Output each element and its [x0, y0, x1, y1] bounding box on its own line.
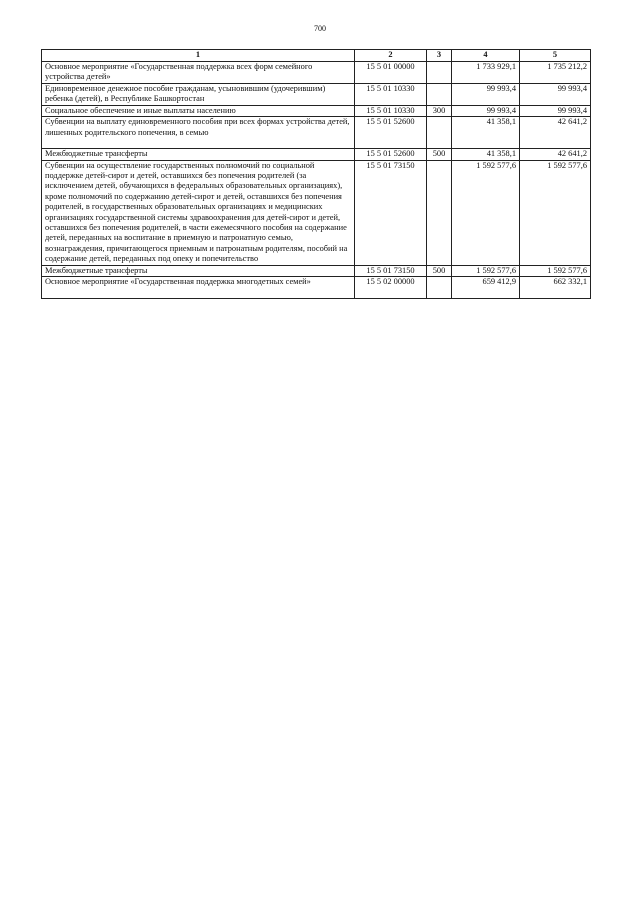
- table-row: [42, 149, 591, 160]
- row-code: 15 5 01 52600: [355, 117, 427, 149]
- row-code: 15 5 01 10330: [355, 105, 427, 116]
- row-value-col4: 41 358,1: [452, 117, 520, 149]
- row-value-col5: 42 641,2: [520, 149, 591, 160]
- row-name: Межбюджетные трансферты: [42, 149, 355, 160]
- row-code: 15 5 01 73150: [355, 160, 427, 265]
- row-code: 15 5 01 00000: [355, 62, 427, 84]
- row-kvr: [427, 160, 452, 265]
- row-value-col4: 1 733 929,1: [452, 62, 520, 84]
- table-row: [42, 83, 591, 105]
- row-value-col5: 99 993,4: [520, 105, 591, 116]
- row-value-col5: 1 592 577,6: [520, 160, 591, 265]
- row-value-col4: 99 993,4: [452, 105, 520, 116]
- row-code: 15 5 01 52600: [355, 149, 427, 160]
- row-code: 15 5 02 00000: [355, 277, 427, 299]
- table-row: [42, 265, 591, 276]
- row-name: Социальное обеспечение и иные выплаты населению: [42, 105, 355, 116]
- row-name: Субвенции на осуществление государственных полномочий по социальной поддержке детей-сирот и детей, оставшихся без попечения родителей (за исключением детей, обучающихся в федеральных образовательных организациях), кроме полномочий по содержанию детей-сирот и детей, оставшихся без попечения родителей, в государственных образовательных организациях и медицинских организациях государственной системы здравоохранения для детей-сирот и детей, оставшихся без попечения родителей, в части ежемесячного пособия на содержание детей, переданных на воспитание в приемную и патронатную семью, вознаграждения, причитающегося приемным и патронатным родителям, пособий на содержание детей, переданных под опеку и попечительство: [42, 160, 355, 265]
- row-name: Межбюджетные трансферты: [42, 265, 355, 276]
- row-value-col5: 99 993,4: [520, 83, 591, 105]
- page-number: 700: [314, 24, 326, 33]
- row-name: Единовременное денежное пособие гражданам, усыновившим (удочерившим) ребенка (детей), в Республике Башкортостан: [42, 83, 355, 105]
- row-name: Субвенции на выплату единовременного пособия при всех формах устройства детей, лишенных родительского попечения, в семью: [42, 117, 355, 149]
- row-value-col4: 659 412,9: [452, 277, 520, 299]
- row-name: Основное мероприятие «Государственная поддержка всех форм семейного устройства детей»: [42, 62, 355, 84]
- row-value-col5: 1 735 212,2: [520, 62, 591, 84]
- table-row: [42, 277, 591, 299]
- header-row: [42, 50, 591, 62]
- row-code: 15 5 01 73150: [355, 265, 427, 276]
- row-kvr: [427, 117, 452, 149]
- table-row: [42, 62, 591, 84]
- row-value-col5: 662 332,1: [520, 277, 591, 299]
- row-code: 15 5 01 10330: [355, 83, 427, 105]
- header-col-1: 1: [42, 50, 355, 62]
- header-col-3: 3: [427, 50, 452, 62]
- budget-table: [41, 49, 591, 299]
- row-kvr: [427, 62, 452, 84]
- row-value-col5: 42 641,2: [520, 117, 591, 149]
- table-row: [42, 105, 591, 116]
- row-value-col5: 1 592 577,6: [520, 265, 591, 276]
- table-row: [42, 160, 591, 265]
- header-col-4: 4: [452, 50, 520, 62]
- header-col-2: 2: [355, 50, 427, 62]
- row-name: Основное мероприятие «Государственная поддержка многодетных семей»: [42, 277, 355, 299]
- table-row: [42, 117, 591, 149]
- header-col-5: 5: [520, 50, 591, 62]
- row-kvr: 500: [427, 149, 452, 160]
- row-kvr: 300: [427, 105, 452, 116]
- row-value-col4: 41 358,1: [452, 149, 520, 160]
- row-value-col4: 1 592 577,6: [452, 265, 520, 276]
- row-kvr: 500: [427, 265, 452, 276]
- row-value-col4: 99 993,4: [452, 83, 520, 105]
- row-value-col4: 1 592 577,6: [452, 160, 520, 265]
- row-kvr: [427, 83, 452, 105]
- row-kvr: [427, 277, 452, 299]
